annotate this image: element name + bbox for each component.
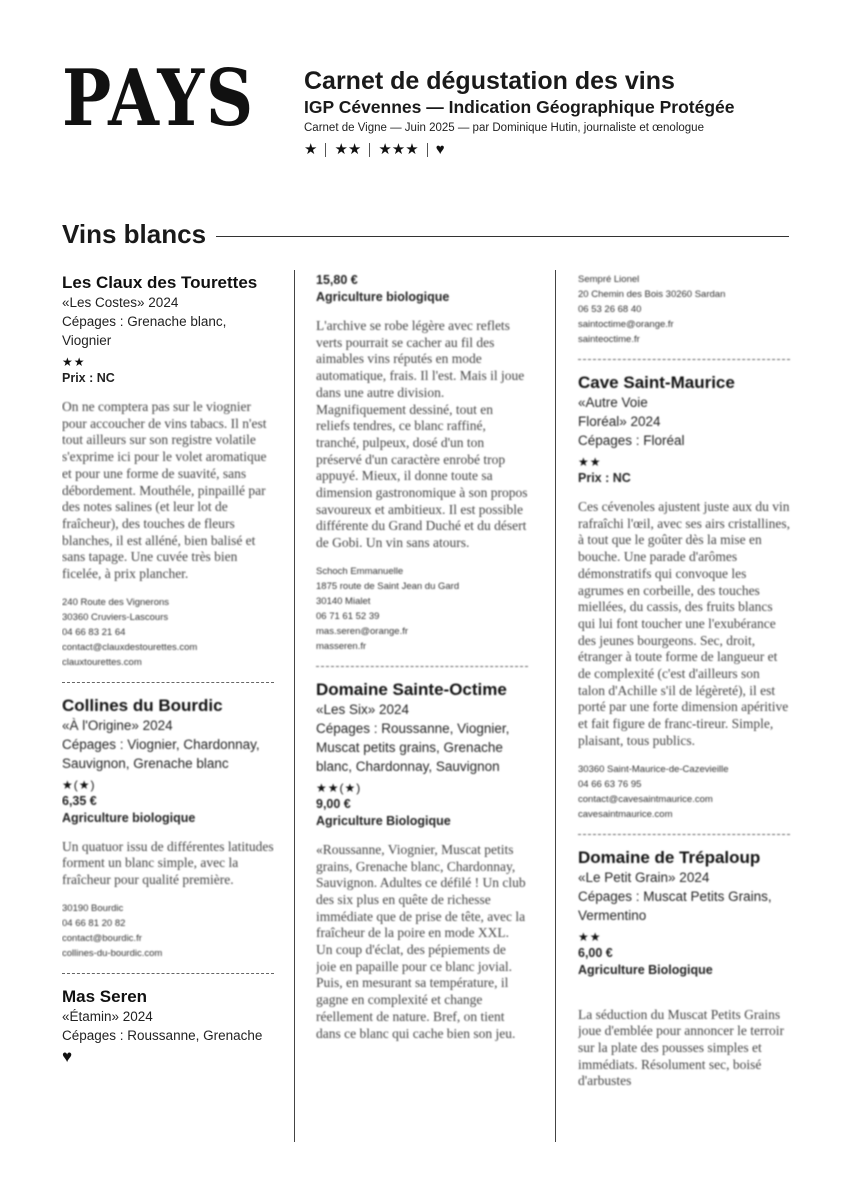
legend-divider xyxy=(325,143,326,157)
price: 6,00 € xyxy=(578,945,613,960)
email-link[interactable]: contact@cavesaintmaurice.com xyxy=(578,793,713,805)
legend-divider xyxy=(369,143,370,157)
address-line: 30360 Saint-Maurice-de-Cazevieille xyxy=(578,763,729,775)
column-3 xyxy=(578,272,790,1142)
section-rule xyxy=(216,236,789,237)
tasting-note: On ne comptera pas sur le viognier pour accoucher de vins tabacs. Il n'est tout ailleurs sur son registre volatile s'exprime ici pour le volet aromatique et pour une forme de suavité, sans débordement. Mouthéle, pinpaillé par des notes salines (et leur lot de fraîcheur), des touches de fleurs blanches, il est alléné, bien balisé et sans tapage. Une cuvée très bien ficelée, à prix plancher. xyxy=(62,399,267,582)
section-title: Vins blancs xyxy=(62,219,207,249)
wine-entry xyxy=(578,847,790,1091)
producer-address xyxy=(62,901,274,961)
producer-name: Collines du Bourdic xyxy=(62,695,223,715)
organic-label: Agriculture Biologique xyxy=(578,962,713,977)
producer-name: Cave Saint-Maurice xyxy=(578,373,735,392)
tasting-note: Ces cévenoles ajustent juste aux du vin rafraîchi l'œil, avec ses airs cristallines, à tout que le goûter dès la mise en bouche. Une parade d'arômes démonstratifs qui convoque les agrumes en corbeille, des touches miellées, du cassis, des fruits blancs qui lui font toucher une l'exubérance des jeunes bourgeons. Sec, droit, étranger à toute forme de langueur et de complexité (c'est d'ailleurs son talon d'Achille s'il de légèreté), il est porté par une forte dimension apéritive et fait figure de franc-tireur. Simple, plaisant, tous publics. xyxy=(578,499,790,748)
entry-separator xyxy=(316,666,528,667)
email-link[interactable]: contact@bourdic.fr xyxy=(62,932,142,944)
cuvee-name: «Les Six» 2024 xyxy=(316,701,410,717)
page-credit: Carnet de Vigne — Juin 2025 — par Dominique Hutin, journaliste et œnologue xyxy=(304,122,704,134)
email-link[interactable]: contact@clauxdestourettes.com xyxy=(62,641,198,653)
wine-entry xyxy=(62,695,274,961)
organic-label: Agriculture Biologique xyxy=(316,813,451,828)
address-line: 30360 Cruviers-Lascours xyxy=(62,611,169,623)
address-line: 30140 Mialet xyxy=(316,595,371,607)
header-block xyxy=(304,66,824,159)
phone: 06 53 26 68 40 xyxy=(578,304,642,315)
entry-separator xyxy=(578,834,790,835)
price: Prix : NC xyxy=(62,371,115,385)
address-line: 1875 route de Saint Jean du Gard xyxy=(316,580,460,592)
rating-legend xyxy=(304,141,824,159)
cuvee-name: «Le Petit Grain» 2024 xyxy=(578,869,710,885)
tasting-note: Un quatuor issu de différentes latitudes forment un blanc simple, avec la fraîcheur pour qualité première. xyxy=(62,838,274,888)
price: 6,35 € xyxy=(62,793,97,808)
legend-three-stars: ★★★ xyxy=(378,141,419,158)
entry-separator xyxy=(62,973,274,974)
grape-varieties: Cépages : Grenache blanc, Viognier xyxy=(62,314,227,348)
website-link[interactable]: cavesaintmaurice.com xyxy=(578,808,673,820)
price: 9,00 € xyxy=(316,796,351,811)
column-2 xyxy=(316,272,528,1142)
organic-label: Agriculture biologique xyxy=(62,810,196,825)
tasting-note: «Roussanne, Viognier, Muscat petits grains, Grenache blanc, Chardonnay, Sauvignon. Adultes ce défilé ! Un club des six plus en quête de richesse immédiate que de prise de tête, avec la fraîcheur de la poire en mode XXL. Un coup d'éclat, des pépiements de joie en papaille pour ce blanc jovial. Puis, en mesurant sa température, il gagne en complexité et change réellement de nature. Bref, on tient dans ce blanc qui cache bien son jeu. xyxy=(316,841,526,1041)
producer-address xyxy=(578,762,790,822)
entry-separator xyxy=(62,682,274,683)
rating-stars: ★★(★) xyxy=(316,780,362,795)
entry-separator xyxy=(578,359,790,360)
grape-varieties: Cépages : Floréal xyxy=(578,433,685,448)
grape-varieties: Cépages : Viognier, Chardonnay, Sauvignon, Grenache blanc xyxy=(62,736,260,771)
wine-entry xyxy=(62,272,274,670)
wine-entry xyxy=(316,679,528,1042)
organic-label: Agriculture biologique xyxy=(316,290,450,304)
website-link[interactable]: sainteoctime.fr xyxy=(578,334,640,345)
address-line: 20 Chemin des Bois 30260 Sardan xyxy=(578,289,726,300)
phone: 04 66 63 76 95 xyxy=(578,778,642,790)
wine-entry-continued xyxy=(316,272,528,654)
heart-icon: ♥ xyxy=(62,1046,73,1066)
cuvee-name-continued: Floréal» 2024 xyxy=(578,414,661,429)
column-divider xyxy=(294,270,295,1142)
producer-name: Domaine Sainte-Octime xyxy=(316,679,507,699)
producer-name: Mas Seren xyxy=(62,986,148,1006)
website-link[interactable]: collines-du-bourdic.com xyxy=(62,947,163,959)
price: Prix : NC xyxy=(578,471,631,485)
rating-stars: ★(★) xyxy=(62,777,96,792)
grape-varieties: Cépages : Muscat Petits Grains, Vermentino xyxy=(578,888,772,923)
cuvee-name: «Autre Voie xyxy=(578,395,648,410)
address-line: 30190 Bourdic xyxy=(62,902,124,914)
wine-entry xyxy=(62,986,274,1067)
phone: 04 66 81 20 82 xyxy=(62,917,126,929)
address-line: Sempré Lionel xyxy=(578,274,640,285)
legend-two-stars: ★★ xyxy=(334,141,362,158)
website-link[interactable]: clauxtourettes.com xyxy=(62,656,142,668)
producer-address xyxy=(316,564,528,654)
tasting-note: La séduction du Muscat Petits Grains joue d'emblée pour annoncer le terroir sur la plate des pousses simples et immédiats. Résolument sec, boisé d'arbustes xyxy=(578,1006,784,1089)
website-link[interactable]: masseren.fr xyxy=(316,640,367,652)
section-heading xyxy=(62,214,789,254)
cuvee-name: «Étamin» 2024 xyxy=(62,1008,153,1024)
rating-stars: ★★ xyxy=(578,455,602,469)
blurred-content xyxy=(62,399,274,670)
legend-heart-icon: ♥ xyxy=(435,141,445,158)
producer-name: Les Claux des Tourettes xyxy=(62,273,258,292)
phone: 06 71 61 52 39 xyxy=(316,610,380,622)
phone: 04 66 83 21 64 xyxy=(62,626,126,638)
rating-stars: ★★ xyxy=(578,929,602,944)
grape-varieties: Cépages : Roussanne, Grenache xyxy=(62,1027,263,1043)
producer-address xyxy=(578,272,790,347)
legend-divider xyxy=(427,143,428,157)
cuvee-name: «Les Costes» 2024 xyxy=(62,295,179,310)
rating-stars: ★★ xyxy=(62,355,86,369)
cuvee-name: «À l'Origine» 2024 xyxy=(62,717,173,733)
address-line: 240 Route des Vignerons xyxy=(62,596,170,608)
page-subtitle: IGP Cévennes — Indication Géographique Protégée xyxy=(304,97,735,117)
email-link[interactable]: mas.seren@orange.fr xyxy=(316,625,409,637)
tasting-note: L'archive se robe légère avec reflets verts pourrait se cacher au fil des aimables vins réputés en mode automatique, frais. Il l'est. Mais il joue dans une autre division. Magnifiquement dessiné, tout en reliefs tendres, ce blanc raffiné, tranché, pulpeux, dosé d'un ton préservé d'un caractère enrobé trop appuyé. Mieux, il donne toute sa dimension gastronomique à son propos savoureux et ambitieux. Il est possible différente du Grand Duché et du désert de Gobi. Un vin sans atours. xyxy=(316,318,528,551)
address-line: Schoch Emmanuelle xyxy=(316,565,404,577)
producer-name: Domaine de Trépaloup xyxy=(578,847,761,867)
page-title: Carnet de dégustation des vins xyxy=(304,67,675,95)
column-divider xyxy=(555,270,556,1142)
price: 15,80 € xyxy=(316,273,358,287)
masthead-logo: PAYS xyxy=(62,53,255,144)
producer-address xyxy=(62,595,274,670)
email-link[interactable]: saintoctime@orange.fr xyxy=(578,319,674,330)
wine-entry xyxy=(578,372,790,822)
grape-varieties: Cépages : Roussanne, Viognier, Muscat petits grains, Grenache blanc, Chardonnay, Sauvignon xyxy=(316,720,510,774)
column-1 xyxy=(62,272,274,1152)
legend-one-star: ★ xyxy=(304,141,318,158)
